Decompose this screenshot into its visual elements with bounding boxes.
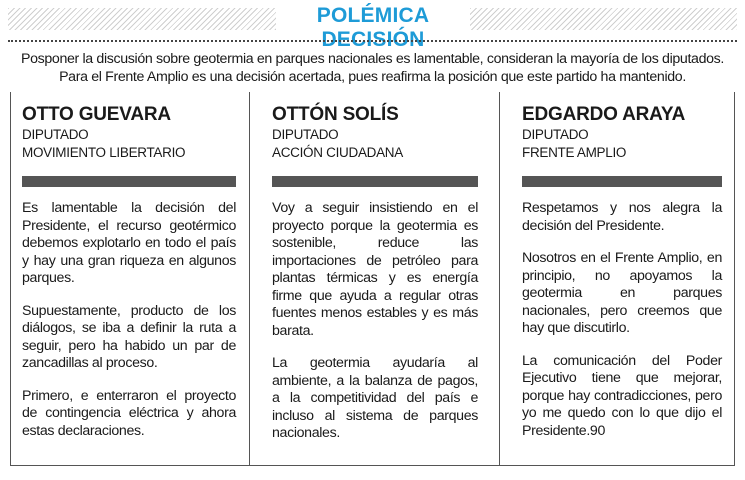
column-araya <box>499 92 735 466</box>
quote-paragraph: Es lamentable la decisión del Presidente, el recurso geotérmico debemos explotarlo en todo el país y hay una gran riqueza en algunos parques. <box>22 200 236 286</box>
intro-line-2: Para el Frente Amplio es una decisión acertada, pues reafirma la posición que este partido ha mantenido. <box>59 69 686 85</box>
separator-bar <box>522 176 722 187</box>
quote-paragraph: Nosotros en el Frente Amplio, en principio, no apoyamos la geotermia en parques nacionales, pero creemos que hay que discutirlo. <box>522 250 722 336</box>
intro-line-1: Posponer la discusión sobre geotermia en parques nacionales es lamentable, consideran la mayoría de los diputados. <box>20 51 725 67</box>
intro-text <box>0 50 745 86</box>
page-title: POLÉMICA DECISIÓN <box>316 4 430 51</box>
deputy-role: DIPUTADO <box>22 127 89 142</box>
column-guevara <box>11 92 249 466</box>
quotes-panel <box>10 92 735 466</box>
quote-paragraph: Primero, e enterraron el proyecto de contingencia eléctrica y ahora estas declaraciones. <box>22 387 236 439</box>
dotted-divider <box>8 40 737 42</box>
quote-paragraph: Voy a seguir insistiendo en el proyecto porque la geotermia es sostenible, reduce las importaciones de petróleo para plantas térmicas y es energía firme que ayuda a regular otras fuentes menos estables y es más barata. <box>272 200 478 339</box>
header <box>0 0 745 51</box>
deputy-party: MOVIMIENTO LIBERTARIO <box>22 145 186 160</box>
deputy-name: OTTÓN SOLÍS <box>272 104 399 125</box>
deputy-quote <box>22 200 236 440</box>
deputy-party: ACCIÓN CIUDADANA <box>272 145 403 160</box>
header-hatch-left <box>8 8 276 30</box>
separator-bar <box>272 176 478 187</box>
quote-paragraph: La comunicación del Poder Ejecutivo tiene que mejorar, porque hay contradicciones, pero yo me quedo con lo que dijo el Presidente.90 <box>522 352 722 439</box>
deputy-name: OTTO GUEVARA <box>22 104 171 125</box>
quote-paragraph: La geotermia ayudaría al ambiente, a la balanza de pagos, a la competitividad del país e incluso al sistema de parques nacionales. <box>272 355 478 441</box>
deputy-party: FRENTE AMPLIO <box>522 145 627 160</box>
deputy-name: EDGARDO ARAYA <box>522 104 686 125</box>
deputy-role: DIPUTADO <box>272 127 339 142</box>
deputy-quote <box>272 200 478 443</box>
deputy-quote <box>522 200 722 440</box>
quote-paragraph: Supuestamente, producto de los diálogos, se iba a definir la ruta a seguir, pero ha habido un par de zancadillas al proceso. <box>22 302 236 371</box>
column-solis <box>249 92 499 466</box>
separator-bar <box>22 176 236 187</box>
quote-paragraph: Respetamos y nos alegra la decisión del Presidente. <box>522 200 722 234</box>
deputy-role: DIPUTADO <box>522 127 589 142</box>
header-hatch-right <box>470 8 737 30</box>
